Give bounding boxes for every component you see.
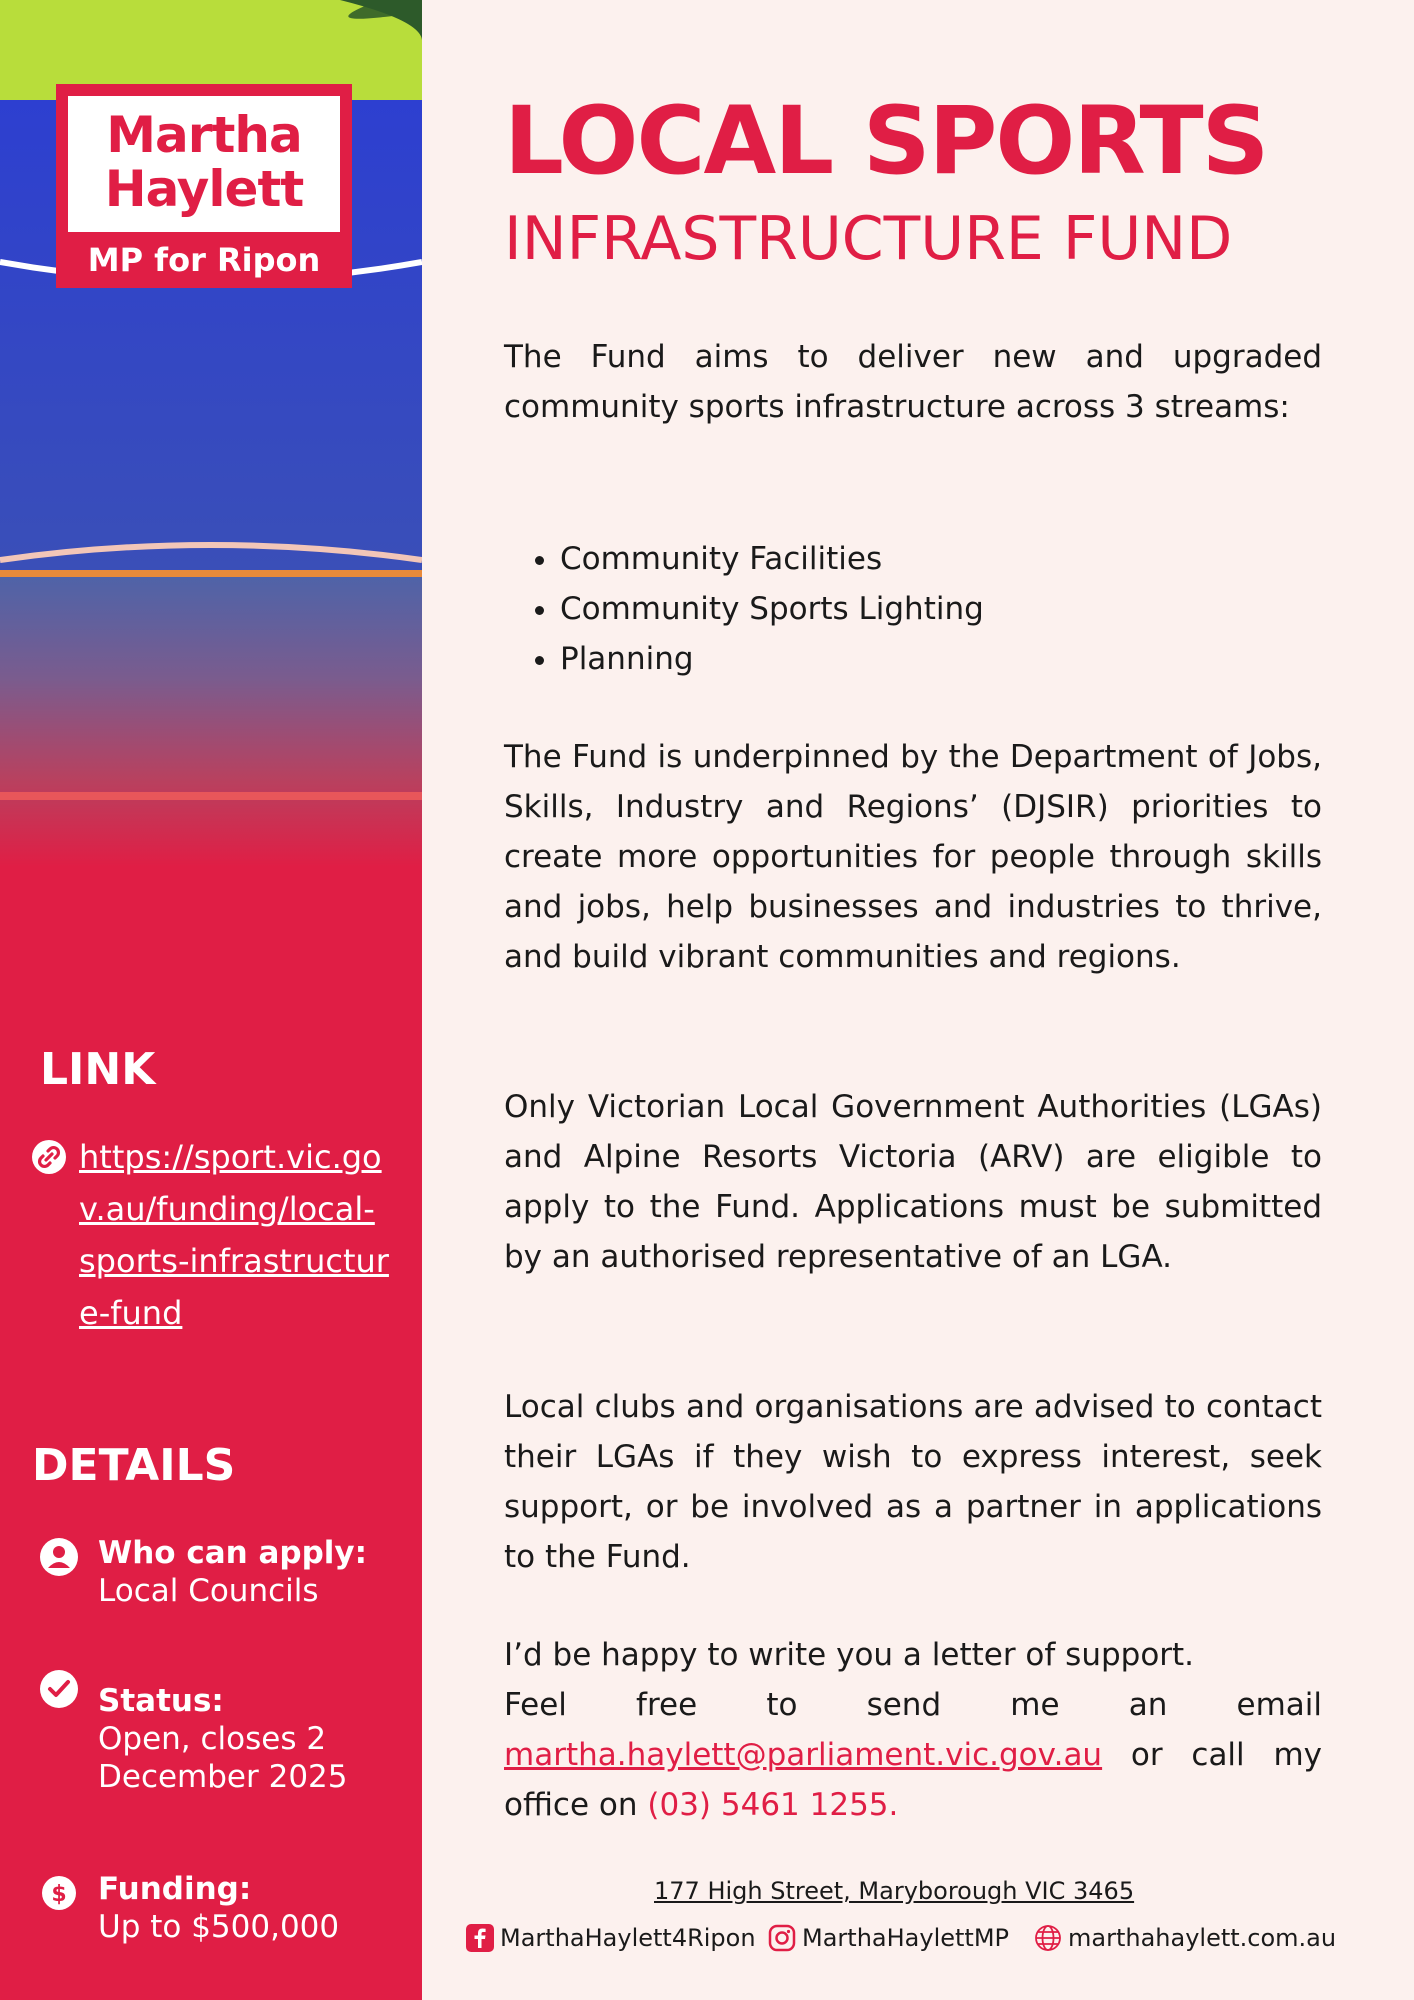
instagram-label: MarthaHaylettMP bbox=[802, 1924, 1009, 1952]
person-icon bbox=[40, 1538, 78, 1576]
page-title: LOCAL SPORTS bbox=[504, 87, 1268, 196]
sidebar bbox=[0, 0, 422, 2000]
logo bbox=[56, 84, 352, 288]
list-item: • Community Sports Lighting bbox=[560, 584, 984, 634]
phone-number[interactable]: (03) 5461 1255. bbox=[647, 1787, 899, 1823]
email-link[interactable]: martha.haylett@parliament.vic.gov.au bbox=[504, 1737, 1103, 1773]
support-line: I’d be happy to write you a letter of support. bbox=[504, 1637, 1195, 1673]
djsir-paragraph: The Fund is underpinned by the Department of Jobs, Skills, Industry and Regions’ (DJSIR) priorities to create more opportunities for people through skills and jobs, help businesses and industries to thrive, and build vibrant communities and regions. bbox=[504, 739, 1322, 975]
logo-name-first: Martha bbox=[106, 106, 302, 164]
streams-list bbox=[504, 534, 984, 684]
instagram-handle[interactable] bbox=[768, 1920, 1009, 1954]
website-label: marthahaylett.com.au bbox=[1068, 1924, 1337, 1952]
link-icon bbox=[32, 1140, 66, 1174]
funding-value: Up to $500,000 bbox=[98, 1909, 340, 1945]
website-link[interactable] bbox=[1034, 1920, 1336, 1954]
check-icon bbox=[40, 1670, 78, 1708]
dollar-icon bbox=[40, 1874, 78, 1912]
logo-name-last: Haylett bbox=[104, 160, 304, 218]
status-label: Status: bbox=[98, 1683, 224, 1719]
who-can-apply-label: Who can apply: bbox=[98, 1535, 368, 1571]
eligibility-paragraph: Only Victorian Local Government Authorities (LGAs) and Alpine Resorts Victoria (ARV) are eligible to apply to the Fund. Applications must be submitted by an authorised representative of an LGA. bbox=[504, 1089, 1322, 1275]
globe-icon bbox=[1034, 1924, 1062, 1952]
contact-middle: or call my office on bbox=[504, 1737, 1322, 1823]
page-subtitle: INFRASTRUCTURE FUND bbox=[504, 204, 1233, 274]
who-can-apply-value: Local Councils bbox=[98, 1573, 319, 1609]
list-item: • Planning bbox=[560, 634, 984, 684]
contact-prefix: Feel free to send me an email bbox=[504, 1687, 1322, 1723]
status-value: Open, closes 2 December 2025 bbox=[98, 1721, 348, 1795]
facebook-handle[interactable] bbox=[466, 1920, 756, 1954]
office-address: 177 High Street, Maryborough VIC 3465 bbox=[654, 1877, 1135, 1905]
fund-link[interactable]: https://sport.vic.gov.au/funding/local-sports-infrastructure-fund bbox=[79, 1138, 389, 1332]
facebook-label: MarthaHaylett4Ripon bbox=[500, 1924, 756, 1952]
instagram-icon bbox=[768, 1924, 796, 1952]
contact-paragraph bbox=[504, 1680, 1322, 1830]
funding-label: Funding: bbox=[98, 1871, 252, 1907]
facebook-icon bbox=[466, 1924, 494, 1952]
link-heading: LINK bbox=[40, 1044, 156, 1095]
details-heading: DETAILS bbox=[32, 1440, 236, 1491]
svg-text:$: $ bbox=[51, 1882, 67, 1907]
logo-subtitle: MP for Ripon bbox=[87, 241, 321, 279]
local-clubs-paragraph: Local clubs and organisations are advised to contact their LGAs if they wish to express interest, seek support, or be involved as a partner in applications to the Fund. bbox=[504, 1389, 1322, 1575]
list-item: • Community Facilities bbox=[560, 534, 984, 584]
intro-paragraph: The Fund aims to deliver new and upgraded community sports infrastructure across 3 streams: bbox=[504, 339, 1322, 425]
